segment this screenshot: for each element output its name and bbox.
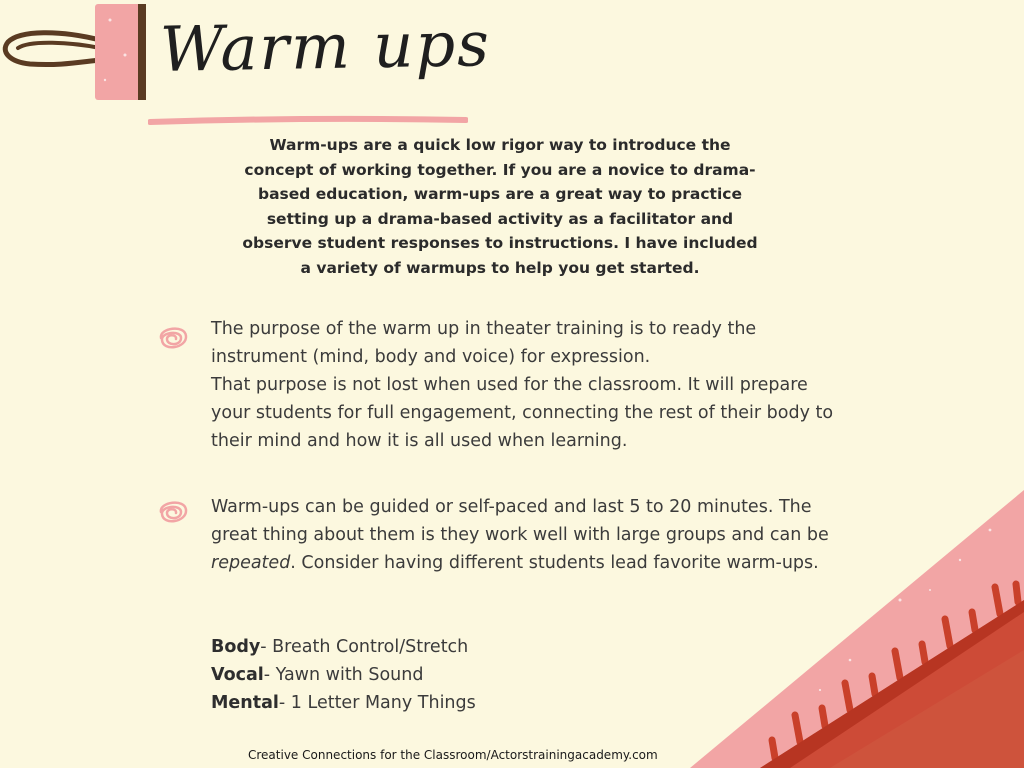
warmup-activity: - 1 Letter Many Things [278,693,476,713]
guided-text-1: Warm-ups can be guided or self-paced and last 5 to 20 minutes. The great thing about them is they work well with large groups and can be [211,497,829,545]
purpose-line-2: That purpose is not lost when used for the classroom. It will prepare your students for full engagement, connecting the rest of their body to their mind and how it is all used when learning. [211,375,834,451]
warmup-activity: - Breath Control/Stretch [260,637,469,657]
guided-text-2: . Consider having different students lead favorite warm-ups. [290,553,819,573]
warmup-category: Vocal [211,665,264,685]
purpose-line-1: The purpose of the warm up in theater training is to ready the instrument (mind, body and voice) for expression. [211,319,757,367]
page-title: Warm ups [159,7,492,86]
intro-paragraph: Warm-ups are a quick low rigor way to introduce the concept of working together. If you are a novice to drama-based education, warm-ups are a great way to practice setting up a drama-based activity as a facilitator and observe student responses to instructions. I have included a variety of warmups to help you get started. [242,136,758,277]
guided-emphasis: repeated [211,553,291,573]
warmup-activity: - Yawn with Sound [263,665,424,685]
warmup-category: Mental [211,693,279,713]
footer-credit: Creative Connections for the Classroom/Actorstrainingacademy.com [248,748,658,762]
warmup-category: Body [211,637,261,657]
